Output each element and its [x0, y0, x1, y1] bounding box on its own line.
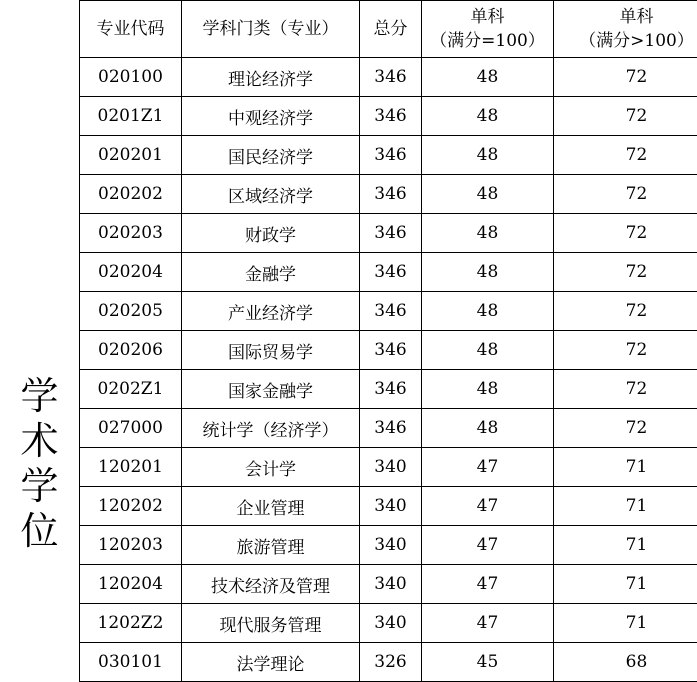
table-row — [80, 292, 697, 331]
cell-single-over100: 72 — [554, 409, 697, 448]
header-subject: 学科门类（专业） — [182, 1, 360, 58]
cell-total: 340 — [360, 448, 422, 487]
cell-subject: 金融学 — [182, 253, 360, 292]
table-row — [80, 643, 697, 682]
cell-single-100: 47 — [422, 565, 554, 604]
cell-subject: 旅游管理 — [182, 526, 360, 565]
cell-code: 020205 — [80, 292, 182, 331]
cell-code: 027000 — [80, 409, 182, 448]
table-row — [80, 526, 697, 565]
category-label — [0, 0, 79, 680]
cell-single-100: 47 — [422, 487, 554, 526]
cell-subject: 中观经济学 — [182, 97, 360, 136]
cell-single-over100: 72 — [554, 331, 697, 370]
cell-total: 340 — [360, 487, 422, 526]
cell-single-100: 48 — [422, 253, 554, 292]
score-table — [79, 0, 697, 682]
category-char: 学 — [0, 464, 79, 509]
cell-total: 346 — [360, 214, 422, 253]
cell-single-over100: 71 — [554, 448, 697, 487]
cell-total: 340 — [360, 526, 422, 565]
cell-total: 326 — [360, 643, 422, 682]
cell-code: 020203 — [80, 214, 182, 253]
category-char: 术 — [0, 419, 79, 464]
cell-single-over100: 68 — [554, 643, 697, 682]
cell-single-100: 47 — [422, 604, 554, 643]
category-char: 位 — [0, 509, 79, 554]
cell-code: 020204 — [80, 253, 182, 292]
table-row — [80, 448, 697, 487]
cell-code: 1202Z2 — [80, 604, 182, 643]
cell-total: 340 — [360, 604, 422, 643]
cell-single-100: 47 — [422, 448, 554, 487]
cell-subject: 国家金融学 — [182, 370, 360, 409]
cell-single-100: 48 — [422, 409, 554, 448]
table-row — [80, 253, 697, 292]
cell-single-over100: 71 — [554, 565, 697, 604]
table-row — [80, 136, 697, 175]
cell-subject: 财政学 — [182, 214, 360, 253]
cell-code: 0202Z1 — [80, 370, 182, 409]
cell-code: 030101 — [80, 643, 182, 682]
cell-subject: 现代服务管理 — [182, 604, 360, 643]
cell-code: 0201Z1 — [80, 97, 182, 136]
cell-single-100: 48 — [422, 97, 554, 136]
cell-total: 346 — [360, 136, 422, 175]
cell-subject: 国民经济学 — [182, 136, 360, 175]
cell-single-over100: 72 — [554, 58, 697, 97]
cell-code: 120203 — [80, 526, 182, 565]
cell-single-100: 48 — [422, 58, 554, 97]
cell-code: 120204 — [80, 565, 182, 604]
cell-code: 020100 — [80, 58, 182, 97]
cell-single-over100: 72 — [554, 370, 697, 409]
cell-total: 346 — [360, 58, 422, 97]
table-row — [80, 214, 697, 253]
cell-single-100: 48 — [422, 136, 554, 175]
table-row — [80, 97, 697, 136]
cell-single-over100: 72 — [554, 253, 697, 292]
table-row — [80, 58, 697, 97]
cell-total: 346 — [360, 253, 422, 292]
cell-single-over100: 71 — [554, 604, 697, 643]
table-row — [80, 175, 697, 214]
cell-subject: 法学理论 — [182, 643, 360, 682]
cell-code: 120201 — [80, 448, 182, 487]
cell-subject: 会计学 — [182, 448, 360, 487]
header-row — [80, 1, 697, 58]
table-row — [80, 331, 697, 370]
cell-single-over100: 72 — [554, 292, 697, 331]
cell-code: 120202 — [80, 487, 182, 526]
cell-total: 346 — [360, 331, 422, 370]
cell-total: 346 — [360, 292, 422, 331]
header-single-100: 单科 （满分=100） — [422, 1, 554, 58]
cell-subject: 国际贸易学 — [182, 331, 360, 370]
header-single-over100: 单科 （满分>100） — [554, 1, 697, 58]
category-char: 学 — [0, 374, 79, 419]
cell-single-100: 45 — [422, 643, 554, 682]
table-row — [80, 370, 697, 409]
cell-total: 346 — [360, 175, 422, 214]
cell-code: 020206 — [80, 331, 182, 370]
cell-subject: 企业管理 — [182, 487, 360, 526]
header-total: 总分 — [360, 1, 422, 58]
cell-single-over100: 72 — [554, 136, 697, 175]
cell-subject: 区域经济学 — [182, 175, 360, 214]
cell-single-over100: 71 — [554, 526, 697, 565]
cell-subject: 产业经济学 — [182, 292, 360, 331]
cell-subject: 统计学（经济学） — [182, 409, 360, 448]
cell-single-over100: 72 — [554, 97, 697, 136]
cell-subject: 理论经济学 — [182, 58, 360, 97]
cell-total: 346 — [360, 409, 422, 448]
cell-total: 346 — [360, 370, 422, 409]
cell-single-100: 47 — [422, 526, 554, 565]
cell-single-100: 48 — [422, 331, 554, 370]
table-row — [80, 604, 697, 643]
cell-single-100: 48 — [422, 175, 554, 214]
cell-total: 346 — [360, 97, 422, 136]
cell-single-100: 48 — [422, 214, 554, 253]
cell-single-over100: 72 — [554, 175, 697, 214]
cell-code: 020202 — [80, 175, 182, 214]
cell-single-over100: 72 — [554, 214, 697, 253]
cell-single-100: 48 — [422, 292, 554, 331]
cell-single-over100: 71 — [554, 487, 697, 526]
cell-code: 020201 — [80, 136, 182, 175]
table-row — [80, 565, 697, 604]
table-row — [80, 487, 697, 526]
cell-total: 340 — [360, 565, 422, 604]
table-row — [80, 409, 697, 448]
category-label-chars — [0, 374, 79, 554]
cell-subject: 技术经济及管理 — [182, 565, 360, 604]
cell-single-100: 48 — [422, 370, 554, 409]
header-code: 专业代码 — [80, 1, 182, 58]
